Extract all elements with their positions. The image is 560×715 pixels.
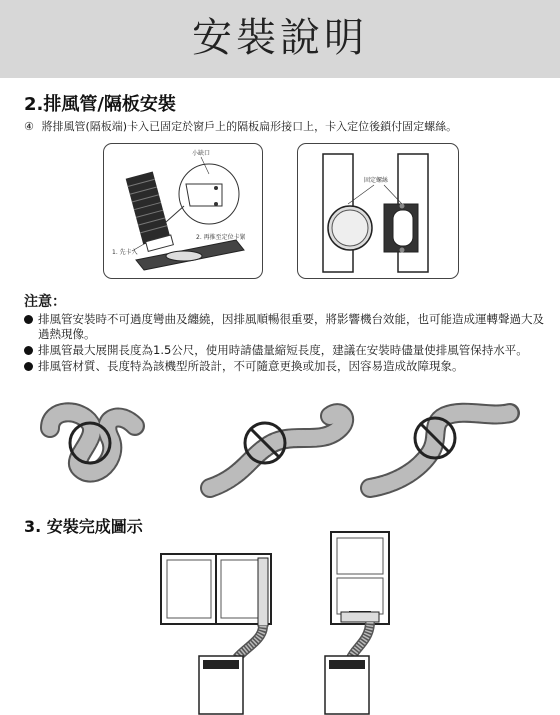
bullet <box>24 315 33 324</box>
hose-tangled-illustration <box>210 413 344 488</box>
note-text: 排風管安裝時不可過度彎曲及纏繞，因排風順暢很重要，將影響機台效能，也可能造成運轉聲過大及過熱現像。 <box>38 312 544 341</box>
header-bar <box>0 0 560 78</box>
section-title-complete: 3. 安裝完成圖示 <box>24 517 143 536</box>
page-title: 安裝說明 <box>192 15 368 61</box>
note-item <box>22 312 552 342</box>
note-item <box>22 359 552 374</box>
installation-complete-illustration <box>155 530 555 715</box>
section-title-exhaust-panel: 2.排風管/隔板安裝 <box>24 94 176 115</box>
notes-list <box>22 312 552 375</box>
notes-title: 注意： <box>24 294 66 310</box>
step-number: ④ <box>24 120 34 133</box>
label-push: 2. 再推至定位卡緊 <box>196 234 246 241</box>
horizontal-window-install <box>161 554 271 714</box>
hose-insert-illustration <box>104 144 262 278</box>
hose-drawing <box>126 172 174 252</box>
hose-looped-illustration <box>370 413 510 488</box>
diagram-screw-fixed <box>297 143 459 279</box>
step-instruction <box>24 118 544 134</box>
diagram-hose-insert <box>103 143 263 279</box>
step-text: 將排風管(隔板端)卡入已固定於窗戶上的隔板扁形接口上，卡入定位後鎖付固定螺絲。 <box>41 120 458 133</box>
hose-bend-examples <box>40 398 520 498</box>
hose-coiled-illustration <box>50 412 135 472</box>
note-item <box>22 343 552 358</box>
bullet <box>24 346 33 355</box>
vertical-window-install <box>325 532 389 714</box>
note-text: 排風管材質、長度特為該機型所設計，不可隨意更換或加長，因容易造成故障現象。 <box>38 359 464 373</box>
screw-fixed-illustration <box>298 144 458 278</box>
label-notch: 小缺口 <box>192 150 211 157</box>
note-text: 排風管最大展開長度為1.5公尺，使用時請儘量縮短長度，建議在安裝時儘量使排風管保持水平。 <box>38 343 528 357</box>
label-insert: 1. 先卡入 <box>112 249 138 256</box>
bullet <box>24 362 33 371</box>
label-screw: 固定螺絲 <box>364 177 389 184</box>
